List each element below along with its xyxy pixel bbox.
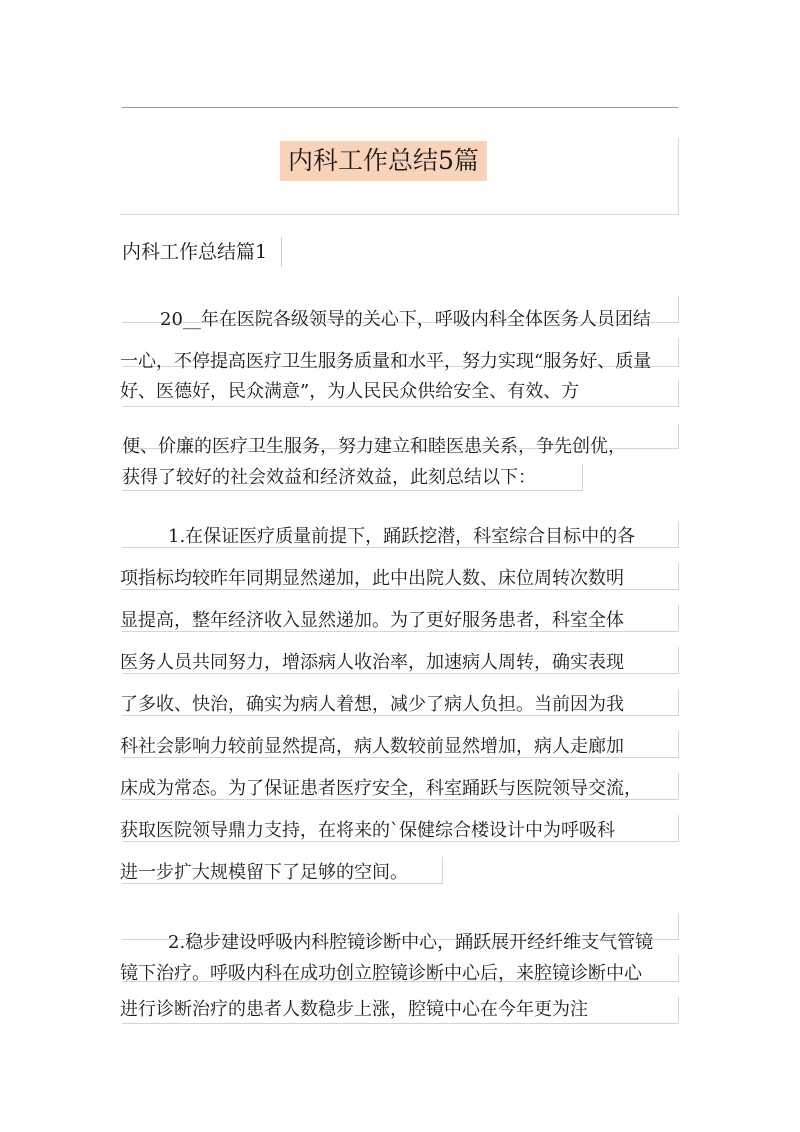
- paragraph-line: 进一步扩大规模留下了足够的空间。: [120, 862, 408, 883]
- section-heading: 内科工作总结篇1: [122, 237, 282, 267]
- paragraph-line: 项指标均较昨年同期显然递加，此中出院人数、床位周转次数明: [120, 568, 624, 589]
- document-title: 内科工作总结5篇: [280, 141, 487, 181]
- paragraph-line: 进行诊断治疗的患者人数稳步上涨，腔镜中心在今年更为注: [120, 999, 588, 1020]
- paragraph-line: 获得了较好的社会效益和经济效益，此刻总结以下：: [122, 467, 536, 488]
- paragraph-line: 好、医德好，民众满意”，为人民民众供给安全、有效、方: [120, 381, 580, 402]
- paragraph-line: 2.稳步建设呼吸内科腔镜诊断中心，踊跃展开经纤维支气管镜: [168, 932, 654, 953]
- paragraph-line: 一心，不停提高医疗卫生服务质量和水平，努力实现“服务好、质量: [120, 351, 652, 372]
- paragraph-line: 镜下治疗。呼吸内科在成功创立腔镜诊断中心后，来腔镜诊断中心: [120, 963, 642, 984]
- paragraph-line: 获取医院领导鼎力支持，在将来的`保健综合楼设计中为呼吸科: [120, 820, 615, 841]
- paragraph-line: 科社会影响力较前显然提高，病人数较前显然增加，病人走廊加: [120, 736, 624, 757]
- paragraph-line: 医务人员共同努力，增添病人收治率，加速病人周转，确实表现: [120, 652, 624, 673]
- paragraph-line: 床成为常态。为了保证患者医疗安全，科室踊跃与医院领导交流，: [120, 778, 642, 799]
- paragraph-line: 1.在保证医疗质量前提下，踊跃挖潜，科室综合目标中的各: [168, 526, 636, 547]
- paragraph-line: 显提高，整年经济收入显然递加。为了更好服务患者，科室全体: [120, 610, 624, 631]
- paragraph-line: 便、价廉的医疗卫生服务，努力建立和睦医患关系，争先创优，: [122, 436, 626, 457]
- top-rule: [122, 107, 678, 108]
- paragraph-line: 了多收、快治，确实为病人着想，减少了病人负担。当前因为我: [120, 694, 624, 715]
- paragraph-line: 20__年在医院各级领导的关心下，呼吸内科全体医务人员团结: [160, 309, 651, 330]
